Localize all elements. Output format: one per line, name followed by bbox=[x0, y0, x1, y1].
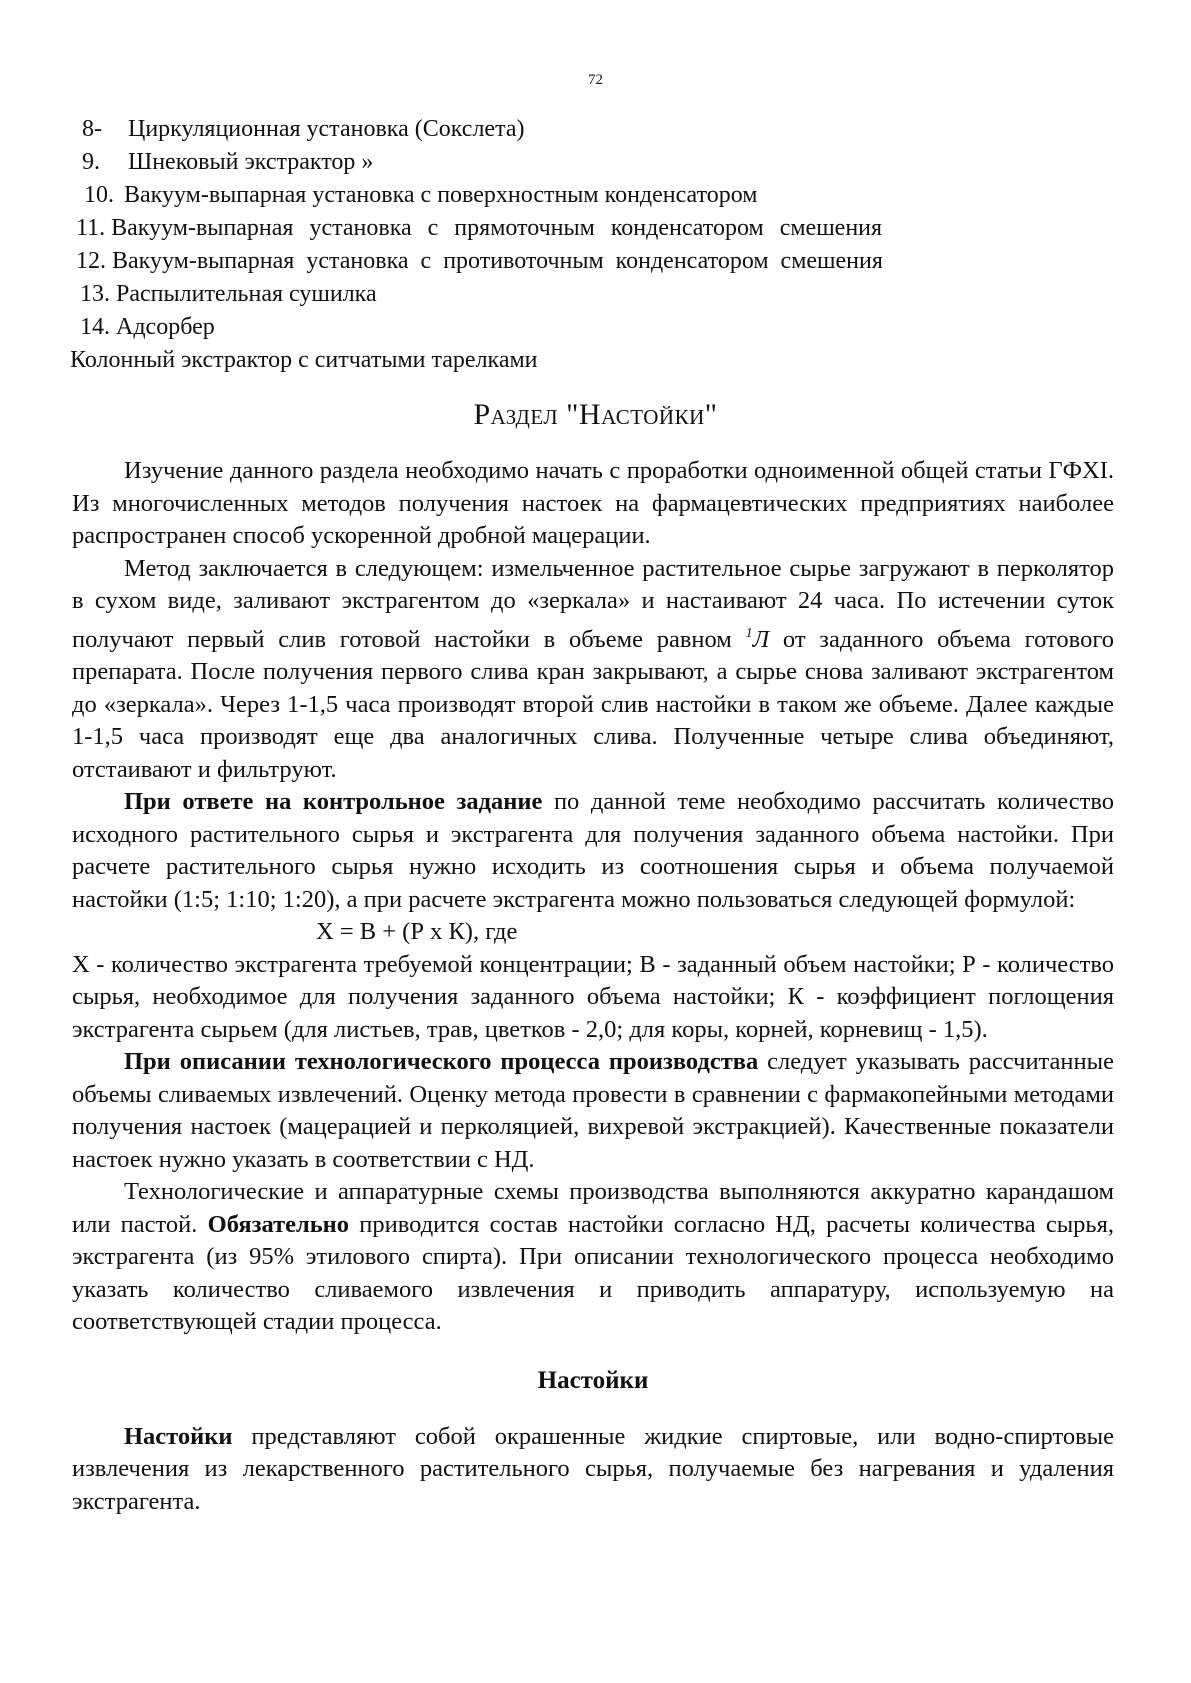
list-item-label: Шнековый экстрактор » bbox=[128, 149, 374, 175]
paragraph: Х - количество экстрагента требуемой концентрации; В - заданный объем настойки; Р - количество сырья, необходимое для получения заданного объема настойки; К - коэффициент поглощения экстрагента сырьем (для листьев, трав, цветков - 2,0; для коры, корней, корневищ - 1,5). bbox=[72, 950, 1114, 1043]
list-item-number: 9. bbox=[82, 149, 100, 175]
list-item-number: 10. bbox=[84, 182, 114, 208]
list-item-label: Распылительная сушилка bbox=[116, 281, 377, 307]
list-item-number: 13. bbox=[80, 281, 110, 307]
list-item-number: 11. bbox=[76, 215, 106, 241]
paragraph-text: приводится состав настойки согласно НД, расчеты количества сырья, экстрагента (из 95% этилового спирта). При описании технологического процесса необходимо указать количество сливаемого извлечения и приводить аппаратуру, используемую на соответствующей стадии процесса. bbox=[72, 1210, 1114, 1335]
paragraph bbox=[72, 1176, 1114, 1339]
definition-paragraph bbox=[72, 1421, 1114, 1519]
paragraph-text: представляют собой окрашенные жидкие спиртовые, или водно-спиртовые извлечения из лекарственного растительного сырья, получаемые без нагревания и удаления экстрагента. bbox=[72, 1422, 1115, 1515]
bold-term: Настойки bbox=[124, 1422, 233, 1450]
bold-emphasis: Обязательно bbox=[207, 1210, 350, 1238]
paragraph-text: по данной теме необходимо рассчитать количество исходного растительного сырья и экстрагента для получения заданного объема настойки. При расчете растительного сырья нужно исходить из соотношения сырья и объема получаемой настойки (1:5; 1:10; 1:20), а при расчете экстрагента можно пользоваться следующей формулой: bbox=[72, 788, 1114, 913]
list-item-label: Вакуум-выпарная установка с прямоточным конденсатором смешения bbox=[111, 215, 883, 241]
list-item-number: 8- bbox=[82, 116, 102, 142]
list-item bbox=[70, 278, 1120, 311]
bold-lead: При описании технологического процесса производства bbox=[124, 1048, 759, 1075]
page-number: 72 bbox=[588, 72, 603, 88]
list-item-label: Вакуум-выпарная установка с поверхностным конденсатором bbox=[124, 182, 758, 208]
body-text bbox=[72, 455, 1114, 1518]
formula: Х = В + (Р х К), где bbox=[316, 918, 518, 945]
list-item bbox=[70, 113, 1120, 146]
section-title-text: Раздел "Настойки" bbox=[473, 398, 718, 431]
list-item-number: 12. bbox=[76, 248, 106, 274]
paragraph-text: следует указывать рассчитанные объемы сливаемых извлечений. Оценку метода провести в сравнении с фармакопейными методами получения настоек (мацерацией и перколяцией, вихревой экстракцией). Качественные показатели настоек нужно указать в соответствии с НД. bbox=[72, 1048, 1114, 1173]
paragraph-text: Технологические и аппаратурные схемы производства выполняются аккуратно карандашом или пастой. bbox=[72, 1178, 1114, 1238]
section-title bbox=[0, 398, 1191, 432]
list-item bbox=[70, 212, 1120, 245]
superscript-fraction: 1 bbox=[745, 625, 753, 641]
list-item-label: Адсорбер bbox=[116, 314, 215, 340]
list-item-label: Циркуляционная установка (Сокслета) bbox=[128, 116, 525, 142]
list-item bbox=[70, 146, 1120, 179]
list-item-label: Вакуум-выпарная установка с противоточным конденсатором смешения bbox=[112, 248, 883, 274]
equipment-list bbox=[70, 113, 1120, 377]
italic-fraction: Л bbox=[752, 625, 770, 653]
paragraph-text: Метод заключается в следующем: измельченное растительное сырье загружают в перколятор в сухом виде, заливают экстрагентом до «зеркала» и настаивают 24 часа. По истечении суток получают первый слив готовой настойки в объеме равном bbox=[72, 554, 1114, 653]
list-item bbox=[70, 311, 1120, 344]
list-item bbox=[70, 344, 1120, 377]
subheading: Настойки bbox=[537, 1366, 649, 1394]
paragraph-text: от заданного объема готового препарата. После получения первого слива кран закрывают, а сырье снова заливают экстрагентом до «зеркала». Через 1-1,5 часа производят второй слив настойки в таком же объеме. Далее каждые 1-1,5 часа производят еще два аналогичных слива. Полученные четыре слива объединяют, отстаивают и фильтруют. bbox=[72, 625, 1115, 783]
list-item bbox=[70, 245, 1120, 278]
list-item bbox=[70, 179, 1120, 212]
bold-lead: При ответе на контрольное задание bbox=[124, 788, 543, 815]
list-item-number: 14. bbox=[80, 314, 110, 340]
paragraph: Изучение данного раздела необходимо начать с проработки одноименной общей статьи ГФXI. Из многочисленных методов получения настоек на фармацевтических предприятиях наиболее распространен способ ускоренной дробной мацерации. bbox=[72, 457, 1114, 549]
paragraph bbox=[72, 786, 1114, 916]
list-item-label: Колонный экстрактор с ситчатыми тарелками bbox=[70, 347, 538, 373]
paragraph bbox=[72, 553, 1114, 787]
paragraph bbox=[72, 1046, 1114, 1176]
